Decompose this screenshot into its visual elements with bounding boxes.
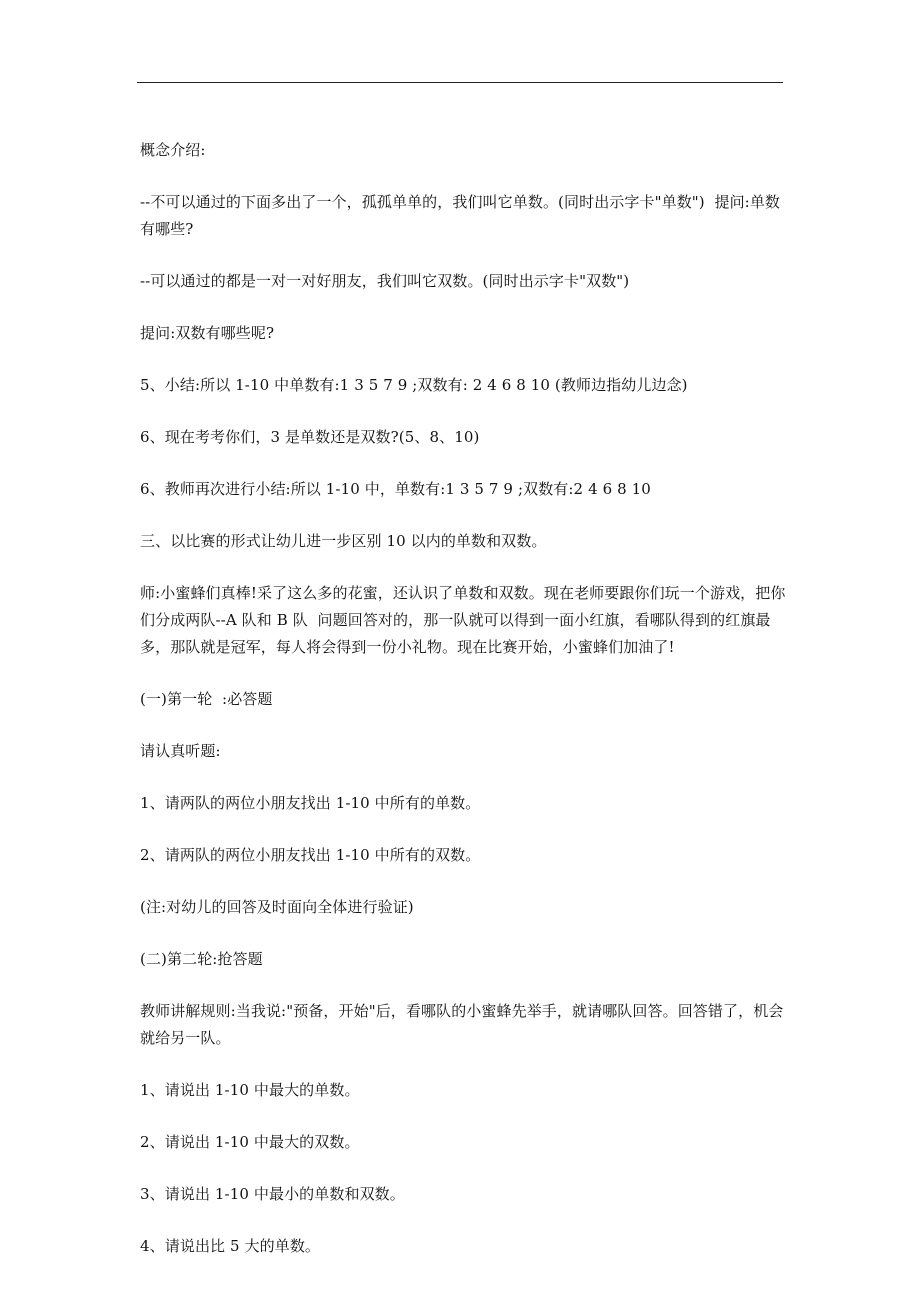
paragraph-even-question: 提问:双数有哪些呢?: [140, 324, 275, 342]
paragraph-section-three: 三、以比赛的形式让幼儿进一步区别 10 以内的单数和双数。: [140, 532, 547, 550]
paragraph-r2-q4: 4、请说出比 5 大的单数。: [140, 1237, 321, 1255]
paragraph-r2-q1: 1、请说出 1-10 中最大的单数。: [140, 1081, 360, 1099]
paragraph-r2-q3: 3、请说出 1-10 中最小的单数和双数。: [140, 1185, 405, 1203]
paragraph-rules: 教师讲解规则:当我说:"预备，开始"后，看哪队的小蜜蜂先举手，就请哪队回答。回答错了，机会就给另一队。: [140, 1002, 784, 1047]
paragraph-round-one: (一)第一轮 :必答题: [140, 690, 273, 708]
paragraph-summary-6: 6、教师再次进行小结:所以 1-10 中，单数有:1 3 5 7 9 ;双数有:2 4 6 8 10: [140, 480, 651, 498]
paragraph-round-two: (二)第二轮:抢答题: [140, 950, 263, 968]
paragraph-q1-odd: 1、请两队的两位小朋友找出 1-10 中所有的单数。: [140, 794, 481, 812]
paragraph-r2-q2: 2、请说出 1-10 中最大的双数。: [140, 1133, 360, 1151]
paragraph-note: (注:对幼儿的回答及时面向全体进行验证): [140, 898, 414, 916]
paragraph-concept-heading: 概念介绍:: [140, 141, 206, 159]
paragraph-odd-definition: --不可以通过的下面多出了一个，孤孤单单的，我们叫它单数。(同时出示字卡"单数") 提问:单数有哪些?: [140, 193, 781, 238]
document-body: [140, 137, 790, 1260]
paragraph-quiz-6: 6、现在考考你们，3 是单数还是双数?(5、8、10): [140, 428, 480, 446]
paragraph-even-definition: --可以通过的都是一对一对好朋友，我们叫它双数。(同时出示字卡"双数"): [140, 272, 630, 290]
paragraph-summary-5: 5、小结:所以 1-10 中单数有:1 3 5 7 9 ;双数有: 2 4 6 8 10 (教师边指幼儿边念): [140, 376, 688, 394]
paragraph-listen: 请认真听题:: [140, 742, 221, 760]
paragraph-q2-even: 2、请两队的两位小朋友找出 1-10 中所有的双数。: [140, 846, 481, 864]
header-rule: [137, 82, 783, 83]
paragraph-teacher-intro: 师:小蜜蜂们真棒!采了这么多的花蜜，还认识了单数和双数。现在老师要跟你们玩一个游戏，把你们分成两队--A 队和 B 队 问题回答对的，那一队就可以得到一面小红旗，看哪队得到的红旗最多，那队就是冠军，每人将会得到一份小礼物。现在比赛开始，小蜜蜂们加油了!: [140, 584, 786, 656]
